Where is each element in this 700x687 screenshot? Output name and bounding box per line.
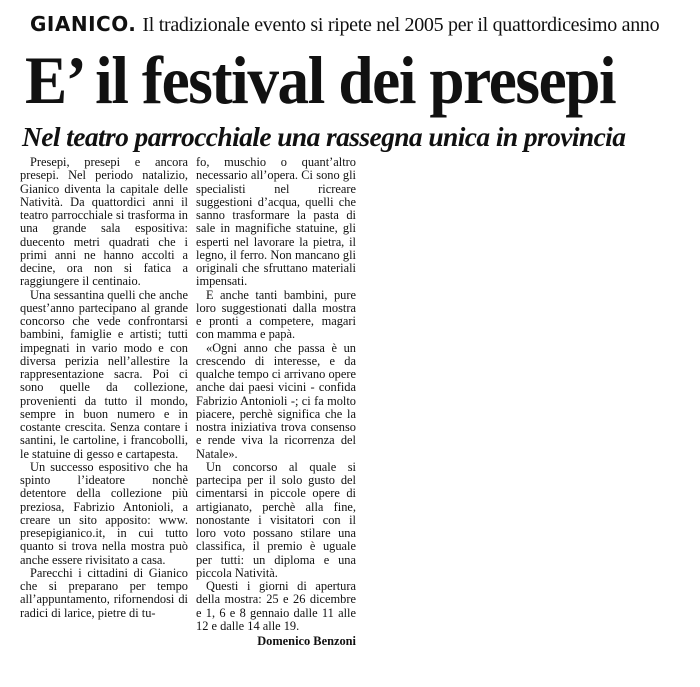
paragraph: «Ogni anno che passa è un crescendo di interesse, e da qualche tempo ci arrivano opere anche dai paesi vicini - confida Fabrizio Antonioli -; ci fa molto piacere, perchè significa che la nostra iniziativa trova consenso e rende viva la ricorrenza del Natale». (196, 340, 356, 461)
paragraph: fo, muschio o quant’altro necessario all’opera. Ci sono gli specialisti nel ricreare suggestioni d’acqua, quelli che sanno trasformare la pasta di sale in magnifiche statuine, gli esperti nel lavorare la pietra, il legno, il ferro. Non mancano gli originali che sfruttano materiali impensati. (196, 155, 356, 289)
byline: Domenico Benzoni (257, 634, 356, 648)
paragraph: Presepi, presepi e ancora presepi. Nel periodo natalizio, Gianico diventa la capitale delle Natività. Da quattordici anni il teatro parrocchiale si trasforma in una grande sala espositiva: duecento metri quadrati che i primi anni ne hanno accolti a decine, ora non si fatica a raggiungere il centinaio. (20, 155, 188, 289)
paragraph: E anche tanti bambini, pure loro suggestionati dalla mostra e pronti a competere, magari con mamma e papà. (196, 287, 356, 342)
paragraph: Parecchi i cittadini di Gianico che si preparano per tempo all’appuntamento, rifornendosi di radici di larice, pietre di tu- (20, 565, 188, 620)
article-column-2 (196, 156, 356, 648)
subheadline: Nel teatro parrocchiale una rassegna unica in provincia (22, 121, 626, 152)
kicker-text: Il tradizionale evento si ripete nel 2005 per il quattordicesimo anno (142, 14, 660, 36)
paragraph: Un successo espositivo che ha spinto l’ideatore nonchè detentore della collezione più preziosa, Fabrizio Antonioli, a creare un sito apposito: www. presepigianico.it, in cui tutto quanto si trova nella mostra può anche essere rivisitato a casa. (20, 459, 188, 567)
headline: E’ il festival dei presepi (25, 42, 616, 118)
article-column-1 (20, 156, 188, 620)
kicker (30, 12, 659, 37)
paragraph: Un concorso al quale si partecipa per il solo gusto del cimentarsi in piccole opere di artigianato, perchè alla fine, nonostante i visitatori con il loro voto possano stilare una classifica, il premio è uguale per tutti: un diploma e una piccola Natività. (196, 459, 356, 580)
kicker-place: GIANICO. (30, 12, 137, 36)
paragraph: Questi i giorni di apertura della mostra: 25 e 26 dicembre e 1, 6 e 8 gennaio dalle 11 alle 12 e dalle 14 alle 19. (196, 579, 356, 633)
paragraph: Una sessantina quelli che anche quest’anno partecipano al grande concorso che vede confrontarsi bambini, famiglie e artisti; tutti impegnati in vario modo e con diversa perizia nell’allestire la rappresentazione sacra. Poi ci sono quelle da collezione, provenienti da tutto il mondo, sempre in buon numero e in costante crescita. Senza contare i santini, le cartoline, i francobolli, le statuine di gesso e cartapesta. (20, 287, 188, 461)
